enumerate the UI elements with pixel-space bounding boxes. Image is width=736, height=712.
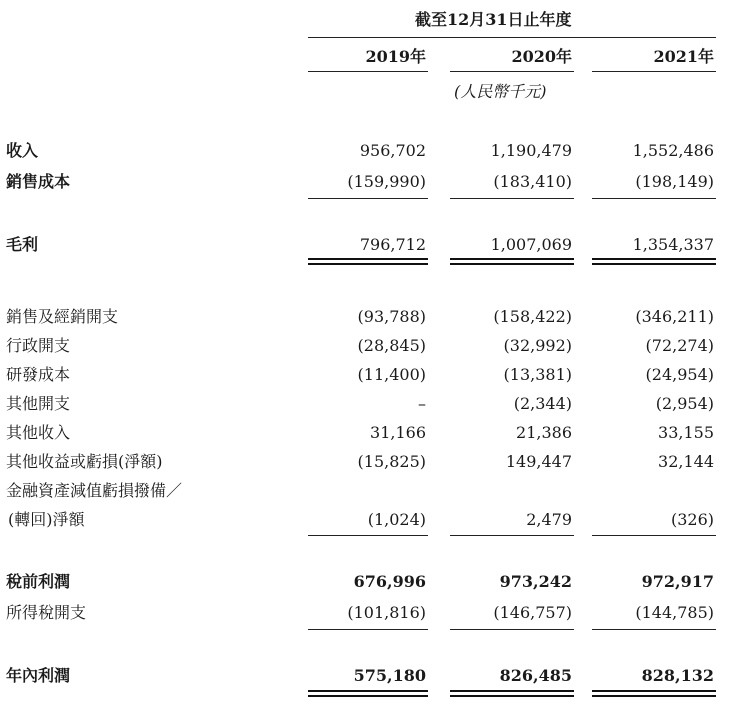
year-2019-rule [308, 71, 428, 72]
cell-impairment-2021: (326) [670, 510, 714, 529]
cost-of-sales-rule [592, 198, 716, 199]
cell-profit-for-year-2020: 826,485 [499, 666, 572, 685]
cell-other-income-2021: 33,155 [658, 423, 714, 442]
cell-profit-for-year-2019: 575,180 [353, 666, 426, 685]
cell-selling-expenses-2019: (93,788) [357, 307, 426, 326]
year-2020-header: 2020年 [511, 47, 572, 66]
row-label-cost-of-sales: 銷售成本 [6, 172, 71, 191]
cell-other-expenses-2020: (2,344) [513, 394, 572, 413]
cell-other-gains-losses-2020: 149,447 [505, 452, 572, 471]
cell-impairment-2020: 2,479 [526, 510, 572, 529]
cell-admin-expenses-2019: (28,845) [357, 336, 426, 355]
cell-profit-before-tax-2019: 676,996 [353, 572, 426, 591]
row-label-income-tax: 所得稅開支 [6, 603, 87, 622]
impairment-rule [592, 535, 716, 536]
period-title: 截至12月31日止年度 [415, 10, 572, 29]
income-tax-rule [592, 629, 716, 630]
profit-for-year-double-rule [592, 690, 716, 697]
cell-rnd-costs-2019: (11,400) [357, 365, 426, 384]
cell-selling-expenses-2021: (346,211) [635, 307, 714, 326]
cell-revenue-2019: 956,702 [359, 141, 426, 160]
cell-income-tax-2020: (146,757) [493, 603, 572, 622]
row-label-selling-expenses: 銷售及經銷開支 [6, 307, 119, 326]
cost-of-sales-rule [308, 198, 428, 199]
cell-cost-of-sales-2020: (183,410) [493, 172, 572, 191]
cell-other-income-2019: 31,166 [370, 423, 426, 442]
gross-profit-double-rule [450, 258, 574, 265]
cell-impairment-2019: (1,024) [367, 510, 426, 529]
cell-other-income-2020: 21,386 [516, 423, 572, 442]
year-2021-rule [592, 71, 716, 72]
currency-unit: (人民幣千元) [454, 82, 547, 101]
year-2019-header: 2019年 [365, 47, 426, 66]
cell-profit-for-year-2021: 828,132 [641, 666, 714, 685]
cell-admin-expenses-2021: (72,274) [645, 336, 714, 355]
cell-selling-expenses-2020: (158,422) [493, 307, 572, 326]
cell-rnd-costs-2021: (24,954) [645, 365, 714, 384]
impairment-rule [308, 535, 428, 536]
cell-other-expenses-2019: – [418, 394, 426, 413]
profit-for-year-double-rule [450, 690, 574, 697]
cell-cost-of-sales-2021: (198,149) [635, 172, 714, 191]
cell-income-tax-2019: (101,816) [347, 603, 426, 622]
row-label-other-expenses: 其他開支 [6, 394, 71, 413]
gross-profit-double-rule [308, 258, 428, 265]
cell-other-expenses-2021: (2,954) [655, 394, 714, 413]
cost-of-sales-rule [450, 198, 574, 199]
gross-profit-double-rule [592, 258, 716, 265]
cell-other-gains-losses-2021: 32,144 [658, 452, 714, 471]
income-tax-rule [450, 629, 574, 630]
cell-gross-profit-2020: 1,007,069 [490, 235, 572, 254]
cell-gross-profit-2019: 796,712 [359, 235, 426, 254]
income-tax-rule [308, 629, 428, 630]
year-2021-header: 2021年 [653, 47, 714, 66]
row-label-other-gains-losses: 其他收益或虧損(淨額) [6, 452, 163, 471]
cell-profit-before-tax-2021: 972,917 [641, 572, 714, 591]
cell-profit-before-tax-2020: 973,242 [499, 572, 572, 591]
row-label-other-income: 其他收入 [6, 423, 71, 442]
period-title-rule [308, 37, 716, 38]
cell-other-gains-losses-2019: (15,825) [357, 452, 426, 471]
row-label-impairment-line1: 金融資產減值虧損撥備／ [6, 481, 183, 500]
row-label-gross-profit: 毛利 [6, 235, 39, 254]
row-label-profit-for-year: 年內利潤 [6, 666, 71, 685]
cell-gross-profit-2021: 1,354,337 [632, 235, 714, 254]
cell-income-tax-2021: (144,785) [635, 603, 714, 622]
cell-rnd-costs-2020: (13,381) [503, 365, 572, 384]
row-label-rnd-costs: 研發成本 [6, 365, 71, 384]
row-label-impairment-line2: (轉回)淨額 [8, 510, 85, 529]
impairment-rule [450, 535, 574, 536]
row-label-profit-before-tax: 稅前利潤 [6, 572, 71, 591]
row-label-admin-expenses: 行政開支 [6, 336, 71, 355]
cell-cost-of-sales-2019: (159,990) [347, 172, 426, 191]
cell-revenue-2020: 1,190,479 [490, 141, 572, 160]
cell-admin-expenses-2020: (32,992) [503, 336, 572, 355]
year-2020-rule [450, 71, 574, 72]
row-label-revenue: 收入 [6, 141, 39, 160]
profit-for-year-double-rule [308, 690, 428, 697]
cell-revenue-2021: 1,552,486 [632, 141, 714, 160]
